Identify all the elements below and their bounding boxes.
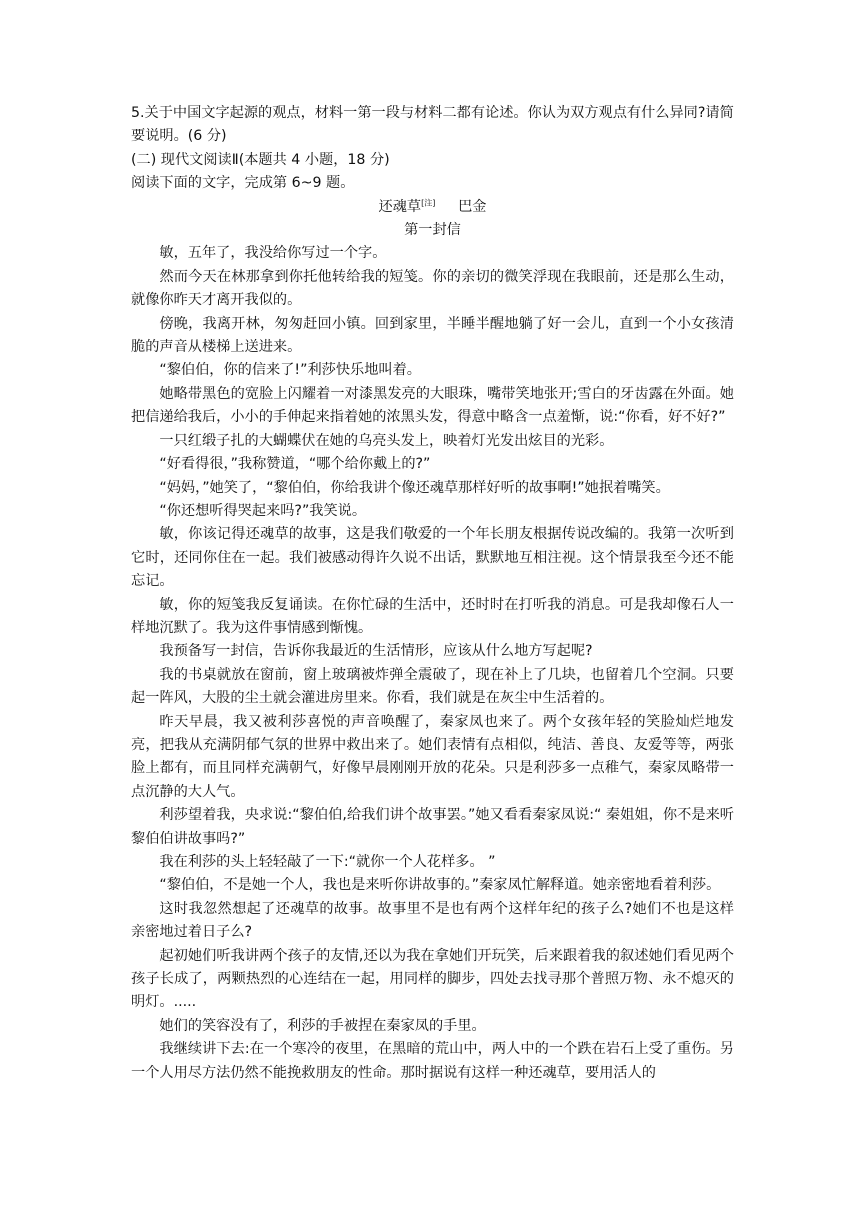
- question-5: 5.关于中国文字起源的观点，材料一第一段与材料二都有论述。你认为双方观点有什么异同?请简要说明。(6 分): [131, 105, 734, 145]
- paragraph: 我预备写一封信，告诉你我最近的生活情形，应该从什么地方写起呢?: [159, 643, 593, 660]
- story-author: 巴金: [458, 198, 487, 215]
- paragraph: “妈妈，”她笑了，“黎伯伯，你给我讲个像还魂草那样好听的故事啊!”她抿着嘴笑。: [159, 479, 670, 496]
- paragraph: 这时我忽然想起了还魂草的故事。故事里不是也有两个这样年纪的孩子么?她们不也是这样亲密地过着日子么?: [131, 900, 734, 941]
- paragraph: 利莎望着我，央求说:“黎伯伯,给我们讲个故事罢。”她又看看秦家凤说:“ 秦姐姐，你不是来听黎伯伯讲故事吗?”: [131, 807, 734, 847]
- paragraph: 她们的笑容没有了，利莎的手被捏在秦家凤的手里。: [159, 1017, 486, 1034]
- reading-instruction: 阅读下面的文字，完成第 6~9 题。: [131, 175, 355, 192]
- paragraph: “好看得很，”我称赞道，“哪个给你戴上的?”: [159, 456, 431, 473]
- paragraph: 敏，五年了，我没给你写过一个字。: [159, 245, 387, 262]
- paragraph: 敏，你的短笺我反复诵读。在你忙碌的生活中，还时时在打听我的消息。可是我却像石人一样地沉默了。我为这件事情感到惭愧。: [131, 596, 734, 636]
- paragraph: 昨天早晨，我又被利莎喜悦的声音唤醒了，秦家凤也来了。两个女孩年轻的笑脸灿烂地发亮，把我从充满阴郁气氛的世界中救出来了。她们表情有点相似，纯洁、善良、友爱等等，两张脸上都有，而且同样充满朝气，好像早晨刚刚开放的花朵。只是利莎多一点稚气，秦家凤略带一点沉静的大人气。: [131, 713, 734, 800]
- paragraph: 敏，你该记得还魂草的故事，这是我们敬爱的一个年长朋友根据传说改编的。我第一次听到它时，还同你住在一起。我们被感动得许久说不出话，默默地互相注视。这个情景我至今还不能忘记。: [131, 526, 734, 590]
- paragraph: “黎伯伯，不是她一个人，我也是来听你讲故事的。”秦家凤忙解释道。她亲密地看着利莎。: [159, 877, 721, 894]
- paragraph: “黎伯伯，你的信来了!”利莎快乐地叫着。: [159, 362, 421, 379]
- section-heading: (二) 现代文阅读Ⅱ(本题共 4 小题，18 分): [131, 151, 390, 168]
- paragraph: 一只红缎子扎的大蝴蝶伏在她的乌亮头发上，映着灯光发出炫目的光彩。: [159, 432, 614, 449]
- story-note-mark: [注]: [421, 197, 436, 207]
- story-body: [131, 242, 734, 1085]
- paragraph: 起初她们听我讲两个孩子的友情,还以为我在拿她们开玩笑，后来跟着我的叙述她们看见两个孩子长成了，两颗热烈的心连结在一起，用同样的脚步，四处去找寻那个普照万物、永不熄灭的明灯。.....: [131, 947, 734, 1011]
- paragraph: 然而今天在林那拿到你托他转给我的短笺。你的亲切的微笑浮现在我眼前，还是那么生动，就像你昨天才离开我似的。: [131, 268, 734, 309]
- paragraph: 我的书桌就放在窗前，窗上玻璃被炸弹全震破了，现在补上了几块，也留着几个空洞。只要起一阵风，大股的尘土就会灌进房里来。你看，我们就是在灰尘中生活着的。: [131, 666, 734, 707]
- paragraph: “你还想听得哭起来吗?”我笑说。: [159, 502, 367, 519]
- story-subtitle: 第一封信: [404, 222, 461, 239]
- paragraph: 我在利莎的头上轻轻敲了一下:“就你一个人花样多。 ”: [159, 854, 496, 870]
- story-title: 还魂草: [378, 198, 422, 215]
- story-title-line: [131, 196, 734, 219]
- paragraph: 我继续讲下去:在一个寒冷的夜里，在黑暗的荒山中，两人中的一个跌在岩石上受了重伤。另一个人用尽方法仍然不能挽救朋友的性命。那时据说有这样一种还魂草，要用活人的: [131, 1041, 734, 1081]
- paragraph: 傍晚，我离开林，匆匆赶回小镇。回到家里，半睡半醒地躺了好一会儿，直到一个小女孩清脆的声音从楼梯上送进来。: [131, 315, 734, 356]
- paragraph: 她略带黑色的宽脸上闪耀着一对漆黑发亮的大眼珠，嘴带笑地张开;雪白的牙齿露在外面。她把信递给我后，小小的手伸起来指着她的浓黑头发，得意中略含一点羞惭，说:“你看，好不好?”: [131, 385, 734, 426]
